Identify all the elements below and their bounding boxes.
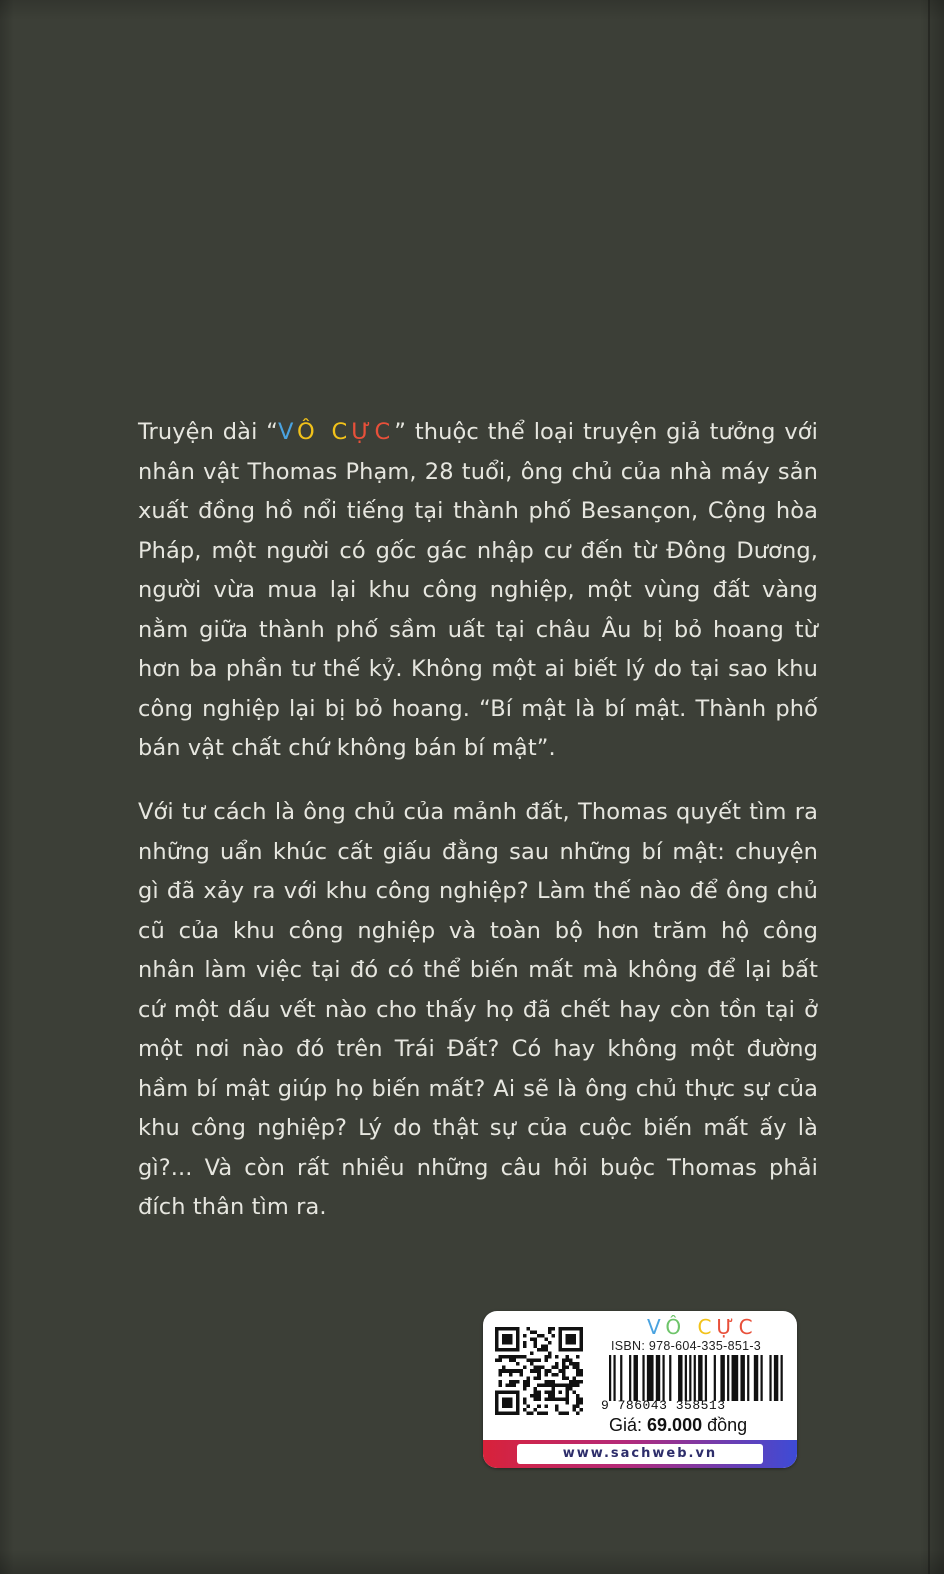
price-unit: đồng [707, 1415, 748, 1435]
blurb-line: những uẩn khúc cất giấu đằng sau những bí mật: chuyện [138, 838, 818, 865]
blurb-line: người vừa mua lại khu công nghiệp, một vùng đất vàng [138, 577, 818, 603]
blurb-line: hơn ba phần tư thế kỷ. Không một ai biết lý do tại sao khu [138, 656, 818, 682]
blurb-line: công nghiệp lại bị bỏ hoang. “Bí mật là bí mật. Thành phố [138, 695, 818, 722]
sticker-title-letter [686, 1315, 697, 1339]
blurb-line: hầm bí mật giúp họ biến mất? Ai sẽ là ông chủ thực sự của [138, 1075, 818, 1102]
blurb-paragraph-2 [138, 793, 818, 1228]
blurb-line: khu công nghiệp? Lý do thật sự của cuộc biến mất ấy là [138, 1115, 818, 1141]
inline-title-letter: Ự [351, 419, 375, 445]
barcode [607, 1355, 787, 1401]
blurb-line: bán vật chất chứ không bán bí mật”. [138, 735, 556, 761]
blurb-line: nhân làm việc tại đó có thể biến mất mà không để lại bất [138, 957, 818, 983]
blurb-line: Pháp, một người có gốc gác nhập cư đến từ Đông Dương, [138, 537, 818, 564]
sticker-title-letter: Ự [716, 1315, 739, 1339]
blurb-text: ” thuộc thể loại truyện giả tưởng với [394, 419, 818, 445]
price-value: 69.000 [647, 1415, 703, 1435]
inline-title-letter: Ô [297, 419, 319, 445]
inline-book-title [278, 419, 394, 445]
blurb-line [138, 413, 818, 453]
blurb-line: nằm giữa thành phố sầm uất tại châu Âu bị bỏ hoang từ [138, 616, 818, 643]
price-label: Giá: [609, 1415, 643, 1435]
website-link[interactable]: www.sachweb.vn [517, 1444, 763, 1464]
price-text [609, 1415, 747, 1436]
website-band [483, 1440, 797, 1468]
blurb-line: Với tư cách là ông chủ của mảnh đất, Thomas quyết tìm ra [138, 799, 818, 825]
cover-edge [928, 0, 930, 1574]
inline-title-letter: C [374, 419, 395, 445]
blurb-line: xuất đồng hồ nổi tiếng tại thành phố Besançon, Cộng hòa [138, 498, 818, 524]
blurb-line: cứ một dấu vết nào cho thấy họ đã chết hay còn tồn tại ở [138, 996, 818, 1023]
sticker-book-title [647, 1315, 758, 1339]
inline-title-letter: V [278, 419, 298, 445]
barcode-digits: 9 786043 358513 [601, 1398, 726, 1413]
inline-title-letter: C [331, 419, 352, 445]
sticker-title-letter: C [697, 1315, 717, 1339]
price-sticker [483, 1311, 797, 1468]
blurb-line: đích thân tìm ra. [138, 1194, 327, 1220]
inline-title-letter [319, 419, 332, 445]
sticker-title-letter: V [647, 1315, 666, 1339]
blurb-line: một nơi nào đó trên Trái Đất? Có hay không một đường [138, 1036, 818, 1062]
blurb-line: gì đã xảy ra với khu công nghiệp? Làm thế nào để ông chủ [138, 878, 818, 904]
isbn-text: ISBN: 978-604-335-851-3 [611, 1339, 762, 1353]
blurb-text: Truyện dài “ [138, 419, 279, 445]
blurb-line: gì?... Và còn rất nhiều những câu hỏi buộc Thomas phải [138, 1154, 818, 1181]
sticker-title-letter: Ô [665, 1315, 687, 1339]
blurb-line: nhân vật Thomas Phạm, 28 tuổi, ông chủ của nhà máy sản [138, 458, 818, 485]
blurb-paragraph-1 [138, 413, 818, 769]
qr-code [495, 1327, 583, 1415]
sticker-title-letter: C [738, 1315, 758, 1339]
blurb-line: cũ của khu công nghiệp và toàn bộ hơn trăm hộ công [138, 917, 818, 944]
